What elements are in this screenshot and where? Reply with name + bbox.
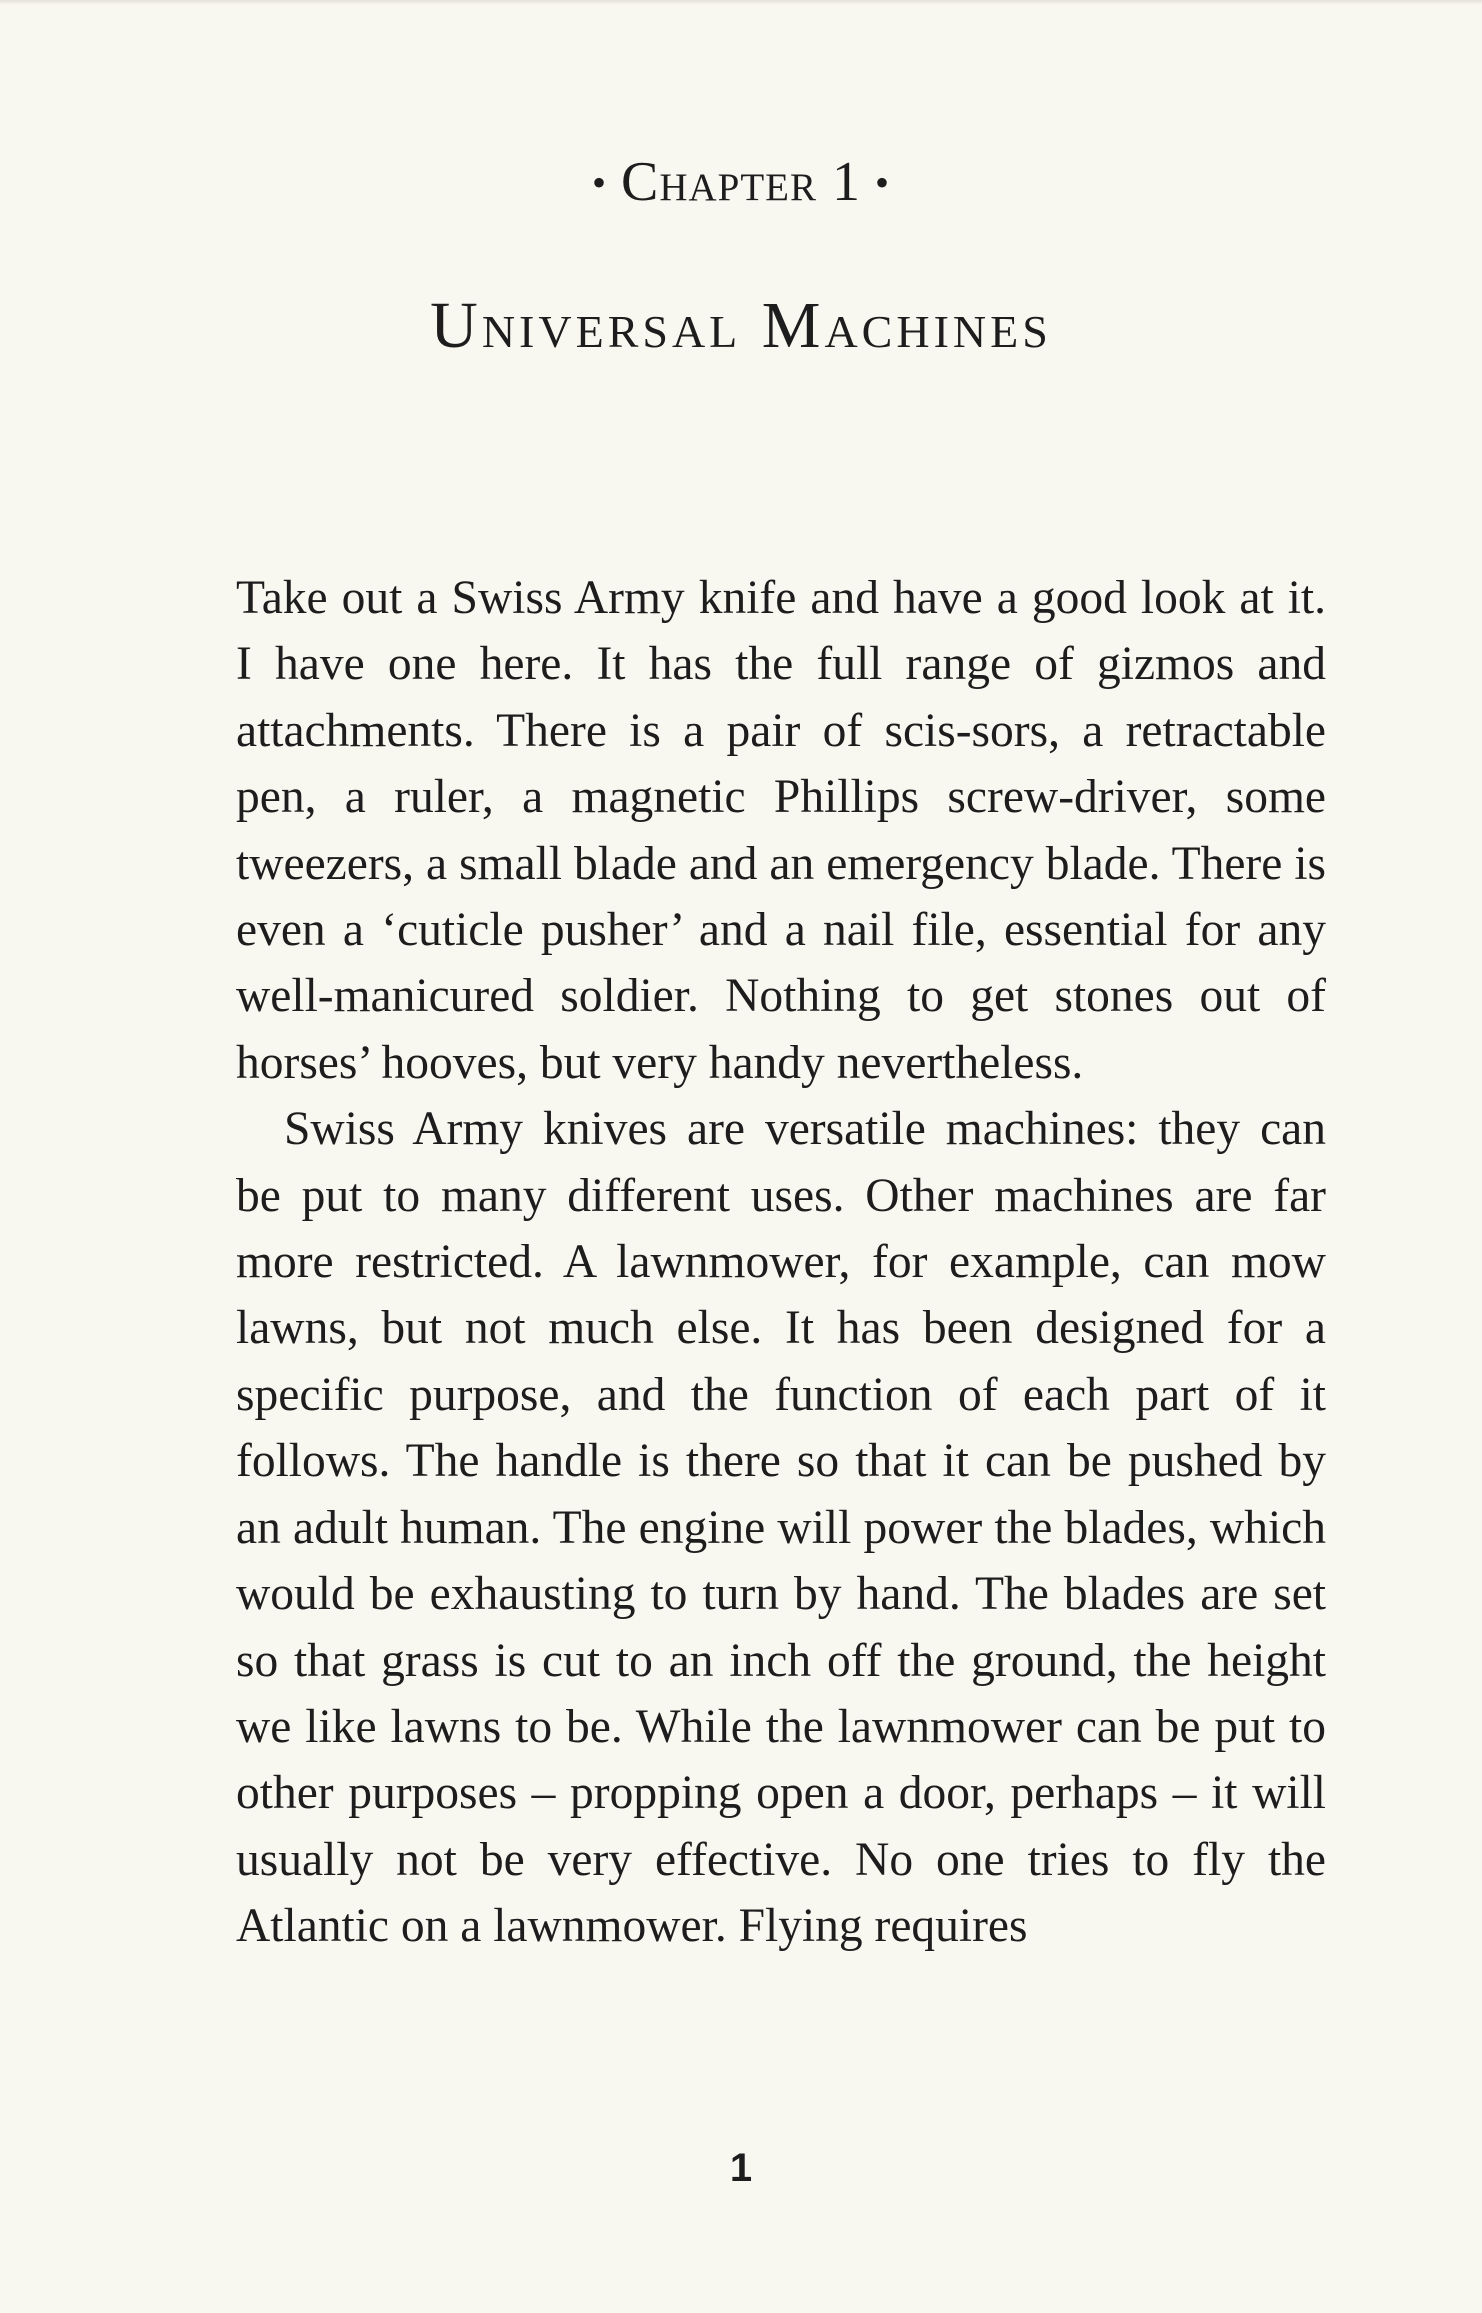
paragraph-2: Swiss Army knives are versatile machines: they can be put to many different uses. Other machines are far more restricted. A lawnmower, for example, can mow lawns, but not much else. It has been designed for a specific purpose, and the function of each part of it follows. The handle is there so that it can be pushed by an adult human. The engine will power the blades, which would be exhausting to turn by hand. The blades are set so that grass is cut to an inch off the ground, the height we like lawns to be. While the lawnmower can be put to other purposes – propping open a door, perhaps – it will usually not be very effective. No one tries to fly the Atlantic on a lawnmower. Flying requires (236, 1103, 1326, 1953)
chapter-heading (0, 150, 1482, 214)
bullet-left: • (591, 160, 607, 205)
chapter-title: Universal Machines (430, 289, 1052, 362)
scan-edge-shadow (0, 0, 1482, 5)
body-text (236, 565, 1326, 1960)
page-number: 1 (729, 2146, 753, 2190)
paragraph-1: Take out a Swiss Army knife and have a good look at it. I have one here. It has the full range of gizmos and attachments. There is a pair of scis-sors, a retractable pen, a ruler, a magnetic Phillips screw-driver, some tweezers, a small blade and an emergency blade. There is even a ‘cuticle pusher’ and a nail file, essential for any well-manicured soldier. Nothing to get stones out of horses’ hooves, but very handy nevertheless. (236, 572, 1326, 1089)
bullet-right: • (875, 160, 891, 205)
chapter-label: Chapter 1 (620, 151, 862, 213)
